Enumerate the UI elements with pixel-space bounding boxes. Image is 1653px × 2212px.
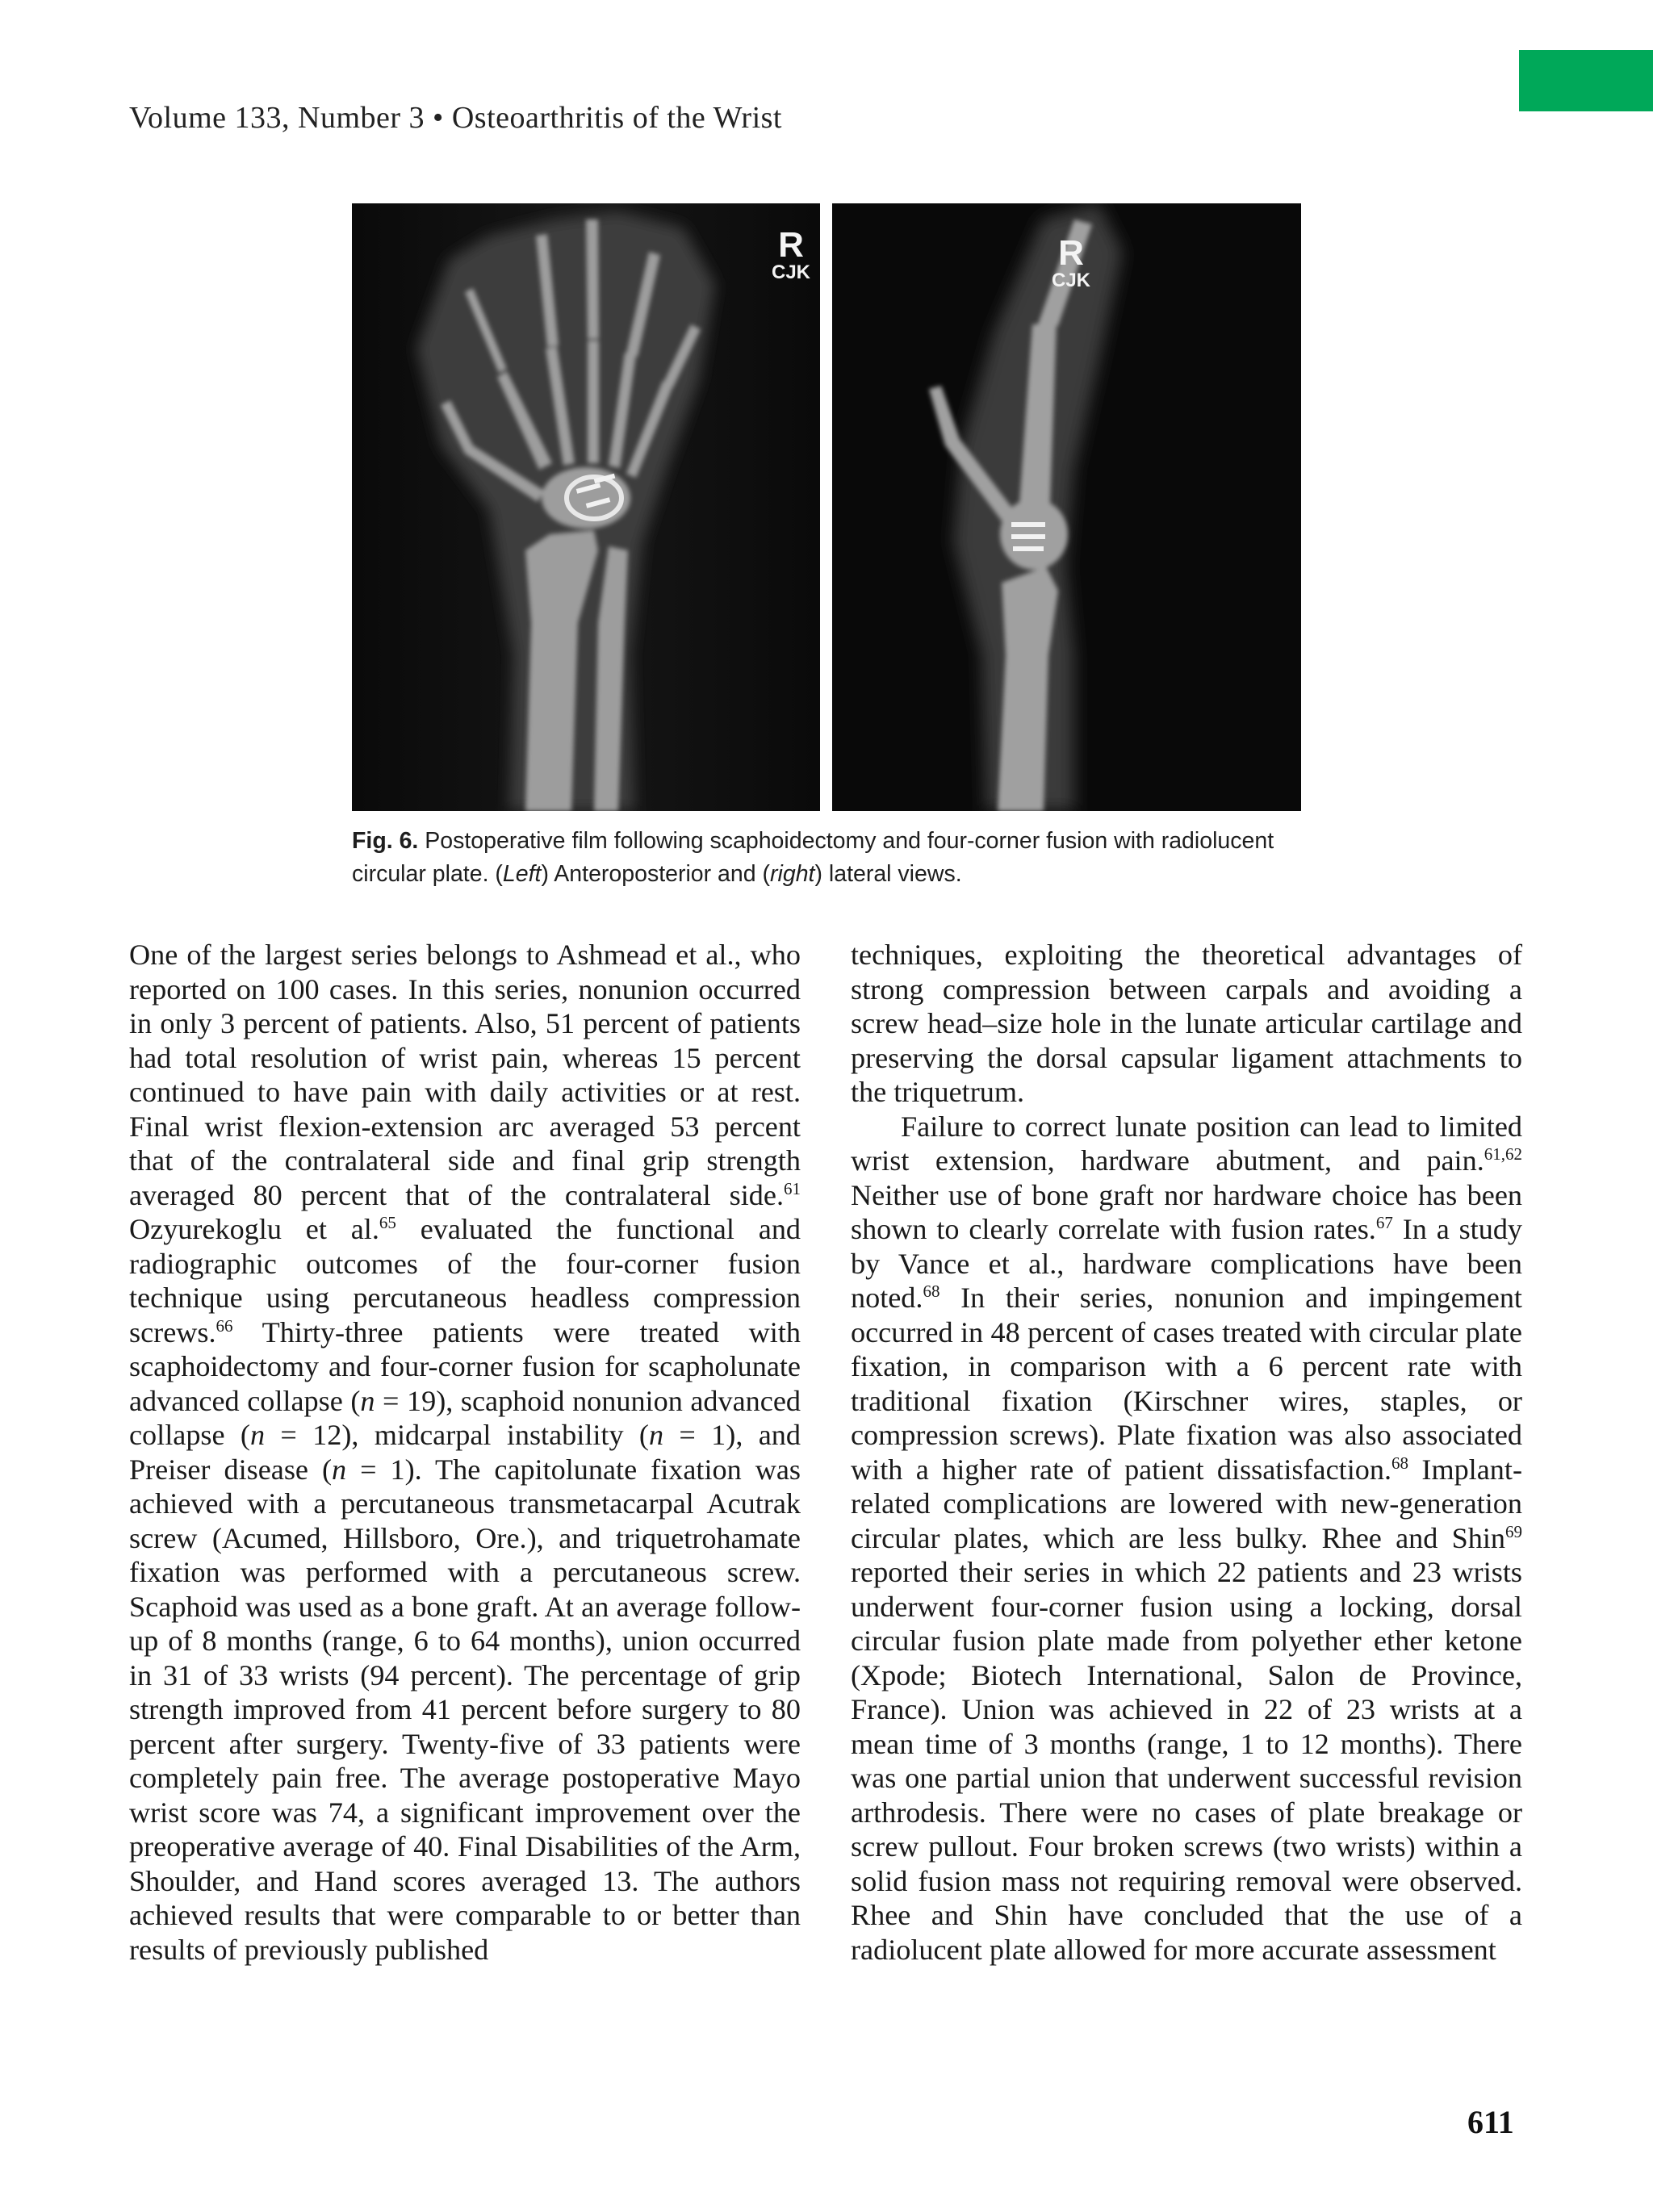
xray-lateral-view — [832, 203, 1301, 811]
citation: 68 — [923, 1282, 940, 1301]
citation: 65 — [379, 1213, 396, 1232]
xray-anteroposterior-view — [352, 203, 820, 811]
citation: 67 — [1375, 1213, 1393, 1232]
marker-letter: R — [1058, 233, 1084, 273]
citation: 61,62 — [1484, 1144, 1522, 1164]
body-column-right — [851, 938, 1522, 1967]
citation: 66 — [216, 1315, 233, 1336]
marker-letter: R — [778, 225, 804, 265]
page-number: 611 — [1467, 2104, 1514, 2140]
marker-initials: CJK — [1052, 270, 1091, 291]
paragraph: techniques, exploiting the theoretical advantages of strong compression between carpals and avoiding a screw head–size hole in the lunate articular cartilage and preserving the dorsal capsular ligament attachments to the triquetrum. — [851, 939, 1522, 1108]
paragraph: One of the largest series belongs to Ashmead et al., who reported on 100 cases. In this series, nonunion occurred in only 3 percent of patients. Also, 51 percent of patients had total resolution of wrist pain, whereas 15 percent continued to have pain with daily activities or at rest. Final wrist flexion-extension arc averaged 53 percent that of the contralateral side and final grip strength averaged 80 percent that of the contralateral side.$^{61}$ Ozyurekoglu et al.$^{65}$ evaluated the functional and radiographic outcomes of the four-corner fusion technique using percutaneous headless compression screws.$^{66}$ Thirty-three patients were treated with scaphoidectomy and four-corner fusion for scapholunate advanced collapse (n = 19), scaphoid nonunion advanced collapse (n = 12), midcarpal instability (n = 1), and Preiser disease (n = 1). The capitolunate fixation was achieved with a percutaneous transmetacarpal Acutrak screw (Acumed, Hillsboro, Ore.), and triquetrohamate fixation was performed with a percutaneous screw. Scaphoid was used as a bone graft. At an average follow-up of 8 months (range, 6 to 64 months), union occurred in 31 of 33 wrists (94 percent). The percentage of grip strength improved from 41 percent before surgery to 80 percent after surgery. Twenty-five of 33 patients were completely pain free. The average postoperative Mayo wrist score was 74, a significant improvement over the preoperative average of 40. Final Disabilities of the Arm, Shoulder, and Hand scores averaged 13. The authors achieved results that were comparable to or better than results of previously published — [129, 939, 801, 1966]
body-column-left — [129, 938, 801, 1967]
marker-initials: CJK — [772, 261, 811, 283]
paragraph: Failure to correct lunate position can lead to limited wrist extension, hardware abutment, and pain.$^{61,62}$ Neither use of bone graft nor hardware choice has been shown to clearly correlate with fusion rates.$^{67}$ In a study by Vance et al., hardware complications have been noted.$^{68}$ In their series, nonunion and impingement occurred in 48 percent of cases treated with circular plate fixation, in comparison with a 6 percent rate with traditional fixation (Kirschner wires, staples, or compression screws). Plate fixation was also associated with a higher rate of patient dissatisfaction.$^{68}$ Implant-related complications are lowered with new-generation circular plates, which are less bulky. Rhee and Shin$^{69}$ reported their series in which 22 patients and 23 wrists underwent four-corner fusion using a locking, dorsal circular fusion plate made from polyether ether ketone (Xpode; Biotech International, Salon de Province, France). Union was achieved in 22 of 23 wrists at a mean time of 3 months (range, 1 to 12 months). There was one partial union that underwent successful revision arthrodesis. There were no cases of plate breakage or screw pullout. Four broken screws (two wrists) within a solid fusion mass not requiring removal were observed. Rhee and Shin have concluded that the use of a radiolucent plate allowed for more accurate assessment — [851, 1110, 1523, 1966]
running-head: Volume 133, Number 3 • Osteoarthritis of the Wrist — [129, 101, 782, 135]
figure-6 — [352, 203, 1301, 811]
figure-caption: Fig. 6. Postoperative film following scaphoidectomy and four-corner fusion with radiolucent circular plate. (Left) Anteroposterior and (right) lateral views. — [352, 828, 1274, 887]
section-color-tab — [1519, 50, 1653, 111]
side-marker-right — [1052, 233, 1091, 291]
citation: 69 — [1505, 1521, 1522, 1541]
citation: 61 — [784, 1178, 801, 1198]
caption-label: Fig. 6. — [352, 828, 419, 854]
citation: 68 — [1391, 1453, 1409, 1473]
side-marker-left — [772, 225, 811, 283]
